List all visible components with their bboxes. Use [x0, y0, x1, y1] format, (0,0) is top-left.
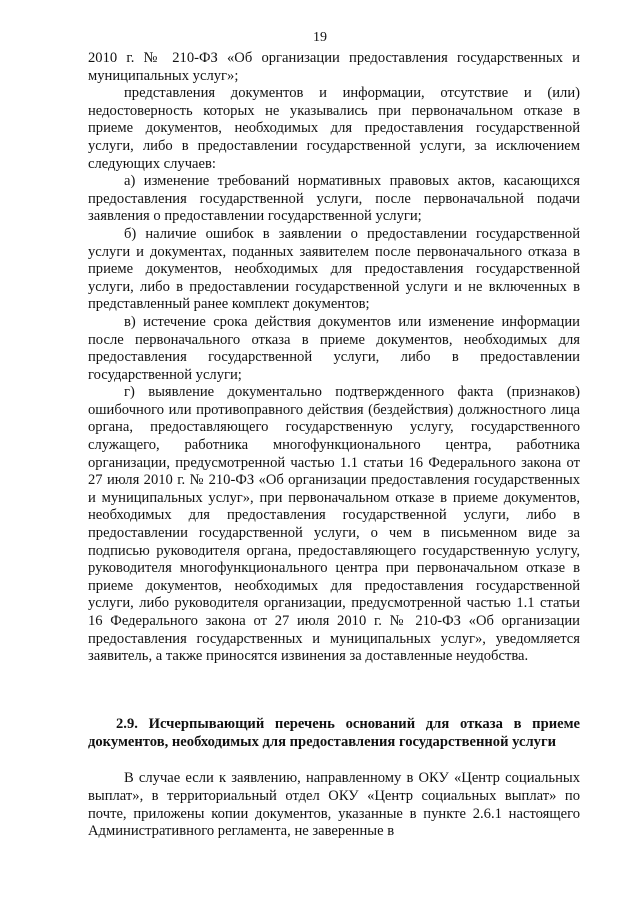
section-paragraph: В случае если к заявлению, направленному в ОКУ «Центр социальных выплат», в территориальный отдел ОКУ «Центр социальных выплат» по почте, приложены копии документов, указанные в пункте 2.6.1 настоящего Административного регламента, не заверенные в: [88, 770, 580, 840]
body-text: [88, 50, 580, 666]
page-number: 19: [313, 30, 327, 45]
paragraph-continuation: 2010 г. № 210-ФЗ «Об организации предоставления государственных и муниципальных услуг»;: [88, 50, 580, 84]
paragraph-exceptions-intro: представления документов и информации, отсутствие и (или) недостоверность которых не указывались при первоначальном отказе в приеме документов, необходимых для предоставления государственной услуги, либо в предоставлении государственной услуги, за исключением следующих случаев:: [88, 85, 580, 172]
paragraph-item-b: б) наличие ошибок в заявлении о предоставлении государственной услуги и документах, поданных заявителем после первоначального отказа в приеме документов, необходимых для предоставления государственной услуги, либо в предоставлении государственной услуги и не включенных в представленный ранее комплект документов;: [88, 225, 580, 313]
paragraph-item-v: в) истечение срока действия документов или изменение информации после первоначального отказа в приеме документов, необходимых для предоставления государственной услуги, либо в предоставлении государственной услуги;: [88, 313, 580, 383]
section-heading: 2.9. Исчерпывающий перечень оснований для отказа в приеме документов, необходимых для предоставления государственной услуги: [88, 716, 580, 750]
paragraph-item-a: а) изменение требований нормативных правовых актов, касающихся предоставления государственной услуги, после первоначальной подачи заявления о предоставлении государственной услуги;: [88, 173, 580, 225]
section-body: [88, 770, 580, 841]
paragraph-item-g: г) выявление документально подтвержденного факта (признаков) ошибочного или противоправного действия (бездействия) должностного лица органа, предоставляющего государственную услугу, государственного служащего, работника многофункционального центра, работника организации, предусмотренной частью 1.1 статьи 16 Федерального закона от 27 июля 2010 г. № 210-ФЗ «Об организации предоставления государственных и муниципальных услуг», при первоначальном отказе в приеме документов, необходимых для предоставления государственной услуги, либо в предоставлении государственной услуги, о чем в письменном виде за подписью руководителя органа, предоставляющего государственную услугу, руководителя многофункционального центра при первоначальном отказе в приеме документов, необходимых для предоставления государственной услуги, либо руководителя организации, предусмотренной частью 1.1 статьи 16 Федерального закона от 27 июля 2010 г. № 210-ФЗ «Об организации предоставления государственных и муниципальных услуг», уведомляется заявитель, а также приносятся извинения за доставленные неудобства.: [88, 384, 580, 665]
